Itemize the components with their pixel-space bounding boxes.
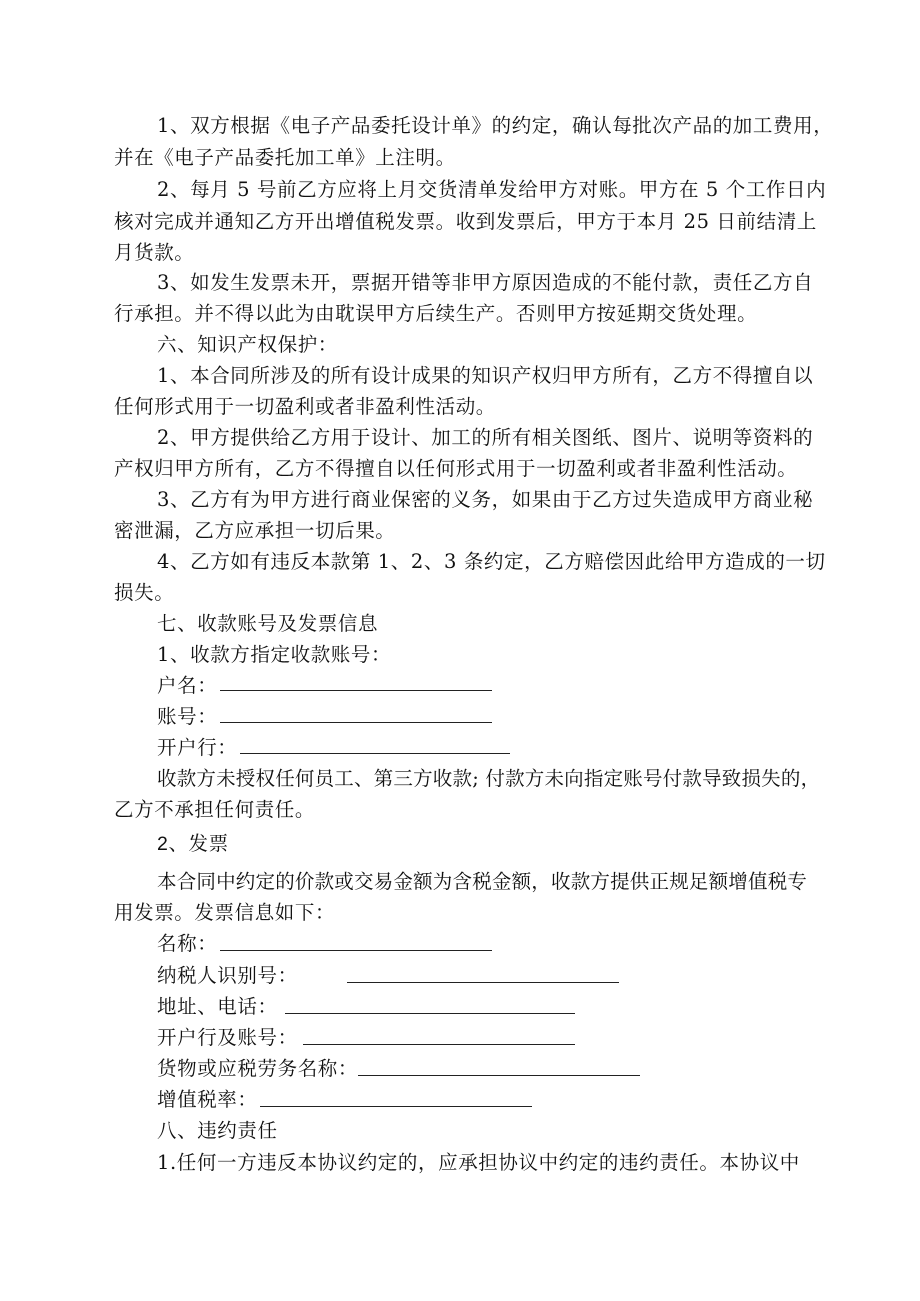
payment-item-1-line-2: 并在《电子产品委托加工单》上注明。 bbox=[114, 146, 456, 169]
account-number-label: 账号： bbox=[157, 705, 218, 728]
account-subheading: 1、收款方指定收款账号： bbox=[157, 643, 392, 666]
invoice-subheading bbox=[157, 831, 229, 857]
payment-item-2-line-3: 月货款。 bbox=[114, 241, 195, 264]
account-number-blank[interactable] bbox=[220, 722, 492, 723]
account-name-label: 户名： bbox=[157, 674, 218, 697]
goods-services-blank[interactable] bbox=[358, 1075, 640, 1076]
payment-notice-line-1: 收款方未授权任何员工、第三方收款; 付款方未向指定账号付款导致损失的， bbox=[157, 767, 821, 790]
ip-item-1-line-2: 任何形式用于一切盈利或者非盈利性活动。 bbox=[114, 395, 496, 418]
account-name-blank[interactable] bbox=[220, 690, 492, 691]
invoice-subheading-text: 、发票 bbox=[168, 832, 229, 855]
ip-item-3-line-1: 3、乙方有为甲方进行商业保密的义务，如果由于乙方过失造成甲方商业秘 bbox=[157, 488, 814, 511]
bank-account-label: 开户行及账号： bbox=[157, 1026, 298, 1049]
tax-rate-label: 增值税率： bbox=[157, 1088, 258, 1111]
address-phone-label: 地址、电话： bbox=[157, 995, 278, 1018]
invoice-name-label: 名称： bbox=[157, 932, 218, 955]
breach-item-1-line-1: 1.任何一方违反本协议约定的，应承担协议中约定的违约责任。本协议中 bbox=[157, 1151, 800, 1174]
tax-id-label: 纳税人识别号： bbox=[157, 964, 298, 987]
goods-services-label: 货物或应税劳务名称： bbox=[157, 1057, 359, 1080]
payment-item-3-line-1: 3、如发生发票未开，票据开错等非甲方原因造成的不能付款，责任乙方自 bbox=[157, 271, 814, 294]
breach-section-heading: 八、违约责任 bbox=[157, 1119, 278, 1142]
invoice-name-blank[interactable] bbox=[220, 950, 492, 951]
ip-item-4-line-1: 4、乙方如有违反本款第 1、2、3 条约定，乙方赔偿因此给甲方造成的一切 bbox=[157, 550, 826, 573]
bank-blank[interactable] bbox=[240, 753, 510, 754]
ip-item-2-line-1: 2、甲方提供给乙方用于设计、加工的所有相关图纸、图片、说明等资料的 bbox=[157, 426, 814, 449]
ip-item-4-line-2: 损失。 bbox=[114, 581, 175, 604]
ip-item-1-line-1: 1、本合同所涉及的所有设计成果的知识产权归甲方所有，乙方不得擅自以 bbox=[157, 364, 814, 387]
payment-item-3-line-2: 行承担。并不得以此为由耽误甲方后续生产。否则甲方按延期交货处理。 bbox=[114, 302, 758, 325]
invoice-terms-line-1: 本合同中约定的价款或交易金额为含税金额，收款方提供正规足额增值税专 bbox=[157, 870, 808, 893]
account-section-heading: 七、收款账号及发票信息 bbox=[157, 612, 379, 635]
bank-account-blank[interactable] bbox=[303, 1044, 575, 1045]
address-phone-blank[interactable] bbox=[285, 1013, 575, 1014]
ip-item-2-line-2: 产权归甲方所有，乙方不得擅自以任何形式用于一切盈利或者非盈利性活动。 bbox=[114, 457, 798, 480]
payment-item-2-line-2: 核对完成并通知乙方开出增值税发票。收到发票后，甲方于本月 25 日前结清上 bbox=[114, 210, 817, 233]
payment-item-2-line-1: 2、每月 5 号前乙方应将上月交货清单发给甲方对账。甲方在 5 个工作日内 bbox=[157, 178, 827, 201]
invoice-subheading-number: 2 bbox=[157, 833, 169, 855]
tax-id-blank[interactable] bbox=[347, 982, 619, 983]
bank-label: 开户行： bbox=[157, 736, 238, 759]
invoice-terms-line-2: 用发票。发票信息如下： bbox=[114, 901, 336, 924]
ip-section-heading: 六、知识产权保护： bbox=[157, 333, 338, 356]
payment-notice-line-2: 乙方不承担任何责任。 bbox=[114, 798, 316, 821]
tax-rate-blank[interactable] bbox=[260, 1106, 532, 1107]
ip-item-3-line-2: 密泄漏，乙方应承担一切后果。 bbox=[114, 519, 396, 542]
payment-item-1-line-1: 1、双方根据《电子产品委托设计单》的约定，确认每批次产品的加工费用， bbox=[157, 114, 834, 137]
